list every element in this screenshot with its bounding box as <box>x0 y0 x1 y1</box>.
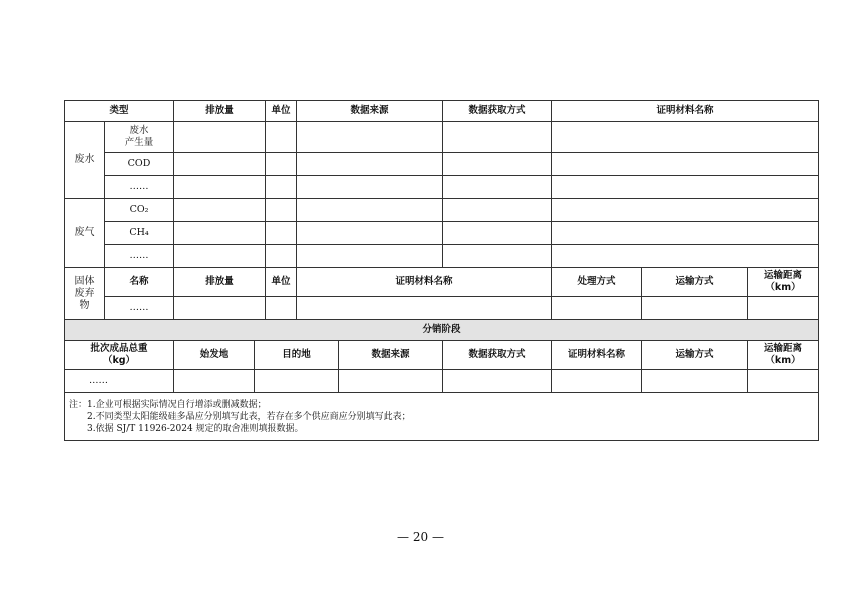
table-cell <box>174 297 266 320</box>
table-cell <box>266 297 297 320</box>
table-cell <box>266 176 297 199</box>
table-cell <box>443 122 552 153</box>
waste-gas-label: 废气 <box>65 199 105 268</box>
solid-waste-label: 固体 废弃 物 <box>65 268 105 320</box>
table-cell <box>297 297 552 320</box>
table-cell <box>642 297 748 320</box>
header-type: 类型 <box>65 101 174 122</box>
table-cell <box>174 245 266 268</box>
solid-header-proof: 证明材料名称 <box>297 268 552 297</box>
table-cell <box>443 245 552 268</box>
table-cell <box>552 297 642 320</box>
table-cell <box>174 176 266 199</box>
dist-header-method: 数据获取方式 <box>443 341 552 370</box>
table-cell <box>266 122 297 153</box>
table-cell <box>443 176 552 199</box>
table-cell <box>339 370 443 393</box>
note-line-1: 注：1.企业可根据实际情况自行增添或删减数据； <box>69 399 267 410</box>
table-cell <box>552 245 819 268</box>
table-cell <box>552 222 819 245</box>
note-line-3: 3.依据 SJ/T 11926-2024 规定的取舍准则填报数据。 <box>87 423 304 434</box>
wastewater-item: COD <box>105 153 174 176</box>
table-cell <box>443 153 552 176</box>
table-cell <box>174 122 266 153</box>
header-source: 数据来源 <box>297 101 443 122</box>
table-cell <box>642 370 748 393</box>
table-cell <box>297 222 443 245</box>
solid-header-name: 名称 <box>105 268 174 297</box>
table-cell <box>297 199 443 222</box>
waste-gas-item: …… <box>105 245 174 268</box>
table-cell <box>552 370 642 393</box>
wastewater-item: …… <box>105 176 174 199</box>
table-cell <box>266 222 297 245</box>
distribution-title: 分销阶段 <box>65 320 819 341</box>
solid-header-treatment: 处理方式 <box>552 268 642 297</box>
header-method: 数据获取方式 <box>443 101 552 122</box>
table-cell <box>266 199 297 222</box>
wastewater-item: 废水 产生量 <box>105 122 174 153</box>
table-cell <box>255 370 339 393</box>
dist-header-destination: 目的地 <box>255 341 339 370</box>
header-emission: 排放量 <box>174 101 266 122</box>
table-cell <box>297 153 443 176</box>
solid-waste-item: …… <box>105 297 174 320</box>
header-proof: 证明材料名称 <box>552 101 819 122</box>
header-unit: 单位 <box>266 101 297 122</box>
table-cell <box>443 222 552 245</box>
solid-header-transport: 运输方式 <box>642 268 748 297</box>
dist-header-origin: 始发地 <box>174 341 255 370</box>
solid-header-unit: 单位 <box>266 268 297 297</box>
table-cell <box>443 199 552 222</box>
waste-gas-item: CO₂ <box>105 199 174 222</box>
table-cell <box>552 153 819 176</box>
table-cell <box>266 245 297 268</box>
page-number: — 20 — <box>397 530 444 544</box>
note-line-2: 2.不同类型太阳能级硅多晶应分别填写此表，若存在多个供应商应分别填写此表； <box>87 411 411 422</box>
table-cell <box>297 176 443 199</box>
distribution-item: …… <box>65 370 174 393</box>
table-cell <box>174 370 255 393</box>
notes <box>65 393 819 441</box>
table-cell <box>174 153 266 176</box>
wastewater-label: 废水 <box>65 122 105 199</box>
dist-header-proof: 证明材料名称 <box>552 341 642 370</box>
table-cell <box>174 222 266 245</box>
table-cell <box>297 245 443 268</box>
table-cell <box>552 199 819 222</box>
dist-header-transport: 运输方式 <box>642 341 748 370</box>
table-cell <box>748 297 819 320</box>
table-cell <box>297 122 443 153</box>
table-cell <box>266 153 297 176</box>
dist-header-source: 数据来源 <box>339 341 443 370</box>
dist-header-distance: 运输距离 （km） <box>748 341 819 370</box>
table-cell <box>748 370 819 393</box>
waste-gas-item: CH₄ <box>105 222 174 245</box>
table-cell <box>552 122 819 153</box>
table-cell <box>174 199 266 222</box>
dist-header-batch-weight: 批次成品总重 （kg） <box>65 341 174 370</box>
table-cell <box>443 370 552 393</box>
data-table <box>64 100 819 441</box>
solid-header-distance: 运输距离 （km） <box>748 268 819 297</box>
solid-header-emission: 排放量 <box>174 268 266 297</box>
table-cell <box>552 176 819 199</box>
